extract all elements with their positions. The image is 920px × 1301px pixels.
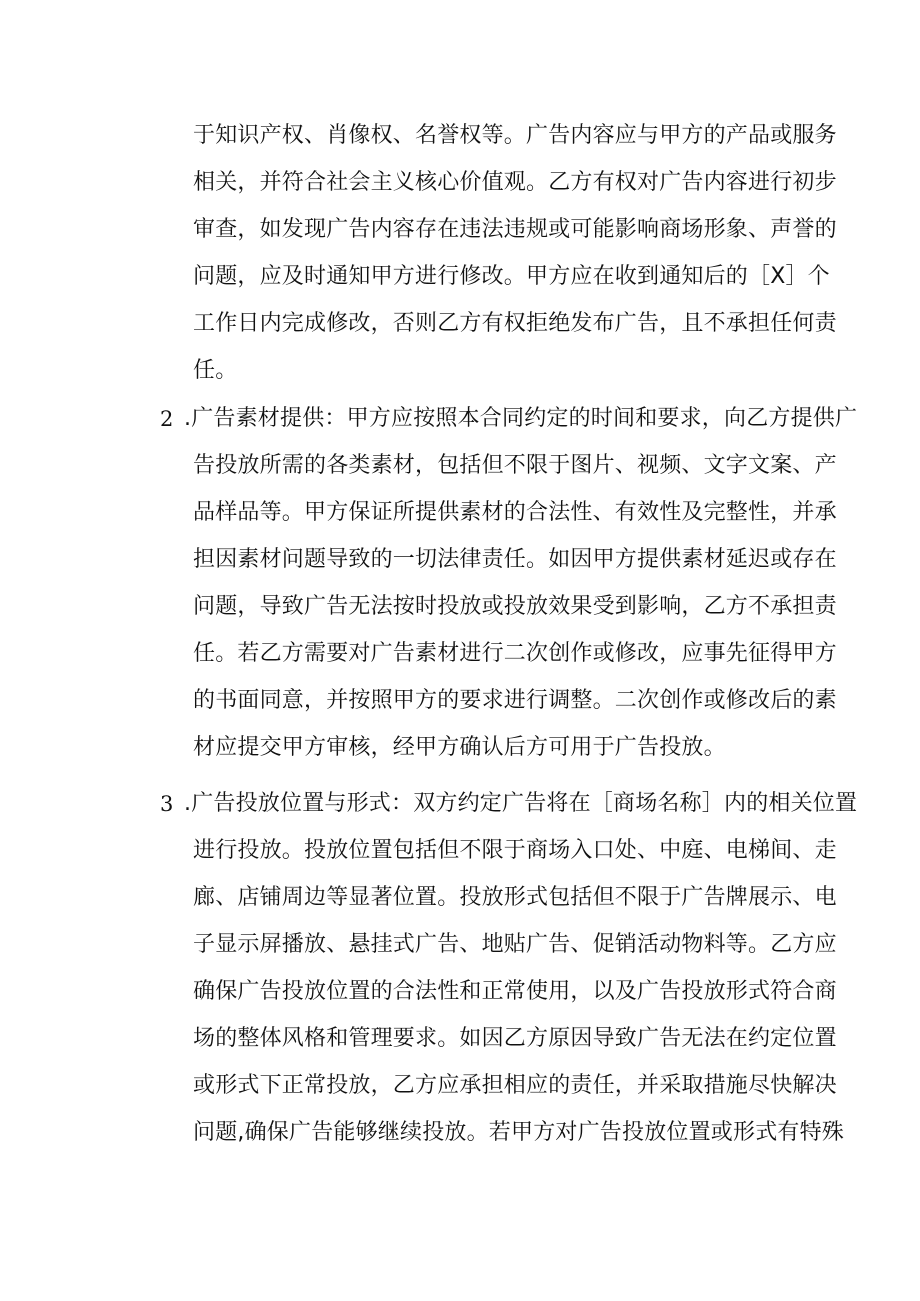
text-line: .广告投放位置与形式：双方约定广告将在［商场名称］内的相关位置 — [184, 791, 858, 816]
text-line: 的书面同意，并按照甲方的要求进行调整。二次创作或修改后的素 — [193, 688, 837, 713]
text-line: 问题，应及时通知甲方进行修改。甲方应在收到通知后的［X］个 — [193, 264, 830, 289]
text-line: 场的整体风格和管理要求。如因乙方原因导致广告无法在约定位置 — [193, 1026, 837, 1051]
text-line: 问题，导致广告无法按时投放或投放效果受到影响，乙方不承担责 — [193, 594, 837, 619]
text-line: 担因素材问题导致的一切法律责任。如因甲方提供素材延迟或存在 — [193, 547, 837, 572]
text-line: 任。 — [193, 358, 238, 383]
text-line: 任。若乙方需要对广告素材进行二次创作或修改，应事先征得甲方 — [193, 641, 837, 666]
text-line: 或形式下正常投放，乙方应承担相应的责任，并采取措施尽快解决 — [193, 1073, 837, 1098]
text-line: .广告素材提供：甲方应按照本合同约定的时间和要求，向乙方提供广 — [184, 406, 858, 431]
text-line: 廊、店铺周边等显著位置。投放形式包括但不限于广告牌展示、电 — [193, 885, 837, 910]
text-line: 相关，并符合社会主义核心价值观。乙方有权对广告内容进行初步 — [193, 170, 837, 195]
text-line: 告投放所需的各类素材，包括但不限于图片、视频、文字文案、产 — [193, 453, 837, 478]
list-number: 3 — [160, 792, 174, 816]
text-line: 确保广告投放位置的合法性和正常使用，以及广告投放形式符合商 — [193, 979, 837, 1004]
text-line: 品样品等。甲方保证所提供素材的合法性、有效性及完整性，并承 — [193, 500, 837, 525]
text-line: 问题,确保广告能够继续投放。若甲方对广告投放位置或形式有特殊 — [193, 1120, 844, 1145]
list-number: 2 — [160, 407, 174, 431]
text-line: 进行投放。投放位置包括但不限于商场入口处、中庭、电梯间、走 — [193, 838, 837, 863]
text-line: 于知识产权、肖像权、名誉权等。广告内容应与甲方的产品或服务 — [193, 123, 837, 148]
text-line: 子显示屏播放、悬挂式广告、地贴广告、促销活动物料等。乙方应 — [193, 932, 837, 957]
text-line: 审查，如发现广告内容存在违法违规或可能影响商场形象、声誉的 — [193, 217, 837, 242]
text-line: 材应提交甲方审核，经甲方确认后方可用于广告投放。 — [193, 735, 726, 760]
text-line: 工作日内完成修改，否则乙方有权拒绝发布广告，且不承担任何责 — [193, 311, 837, 336]
